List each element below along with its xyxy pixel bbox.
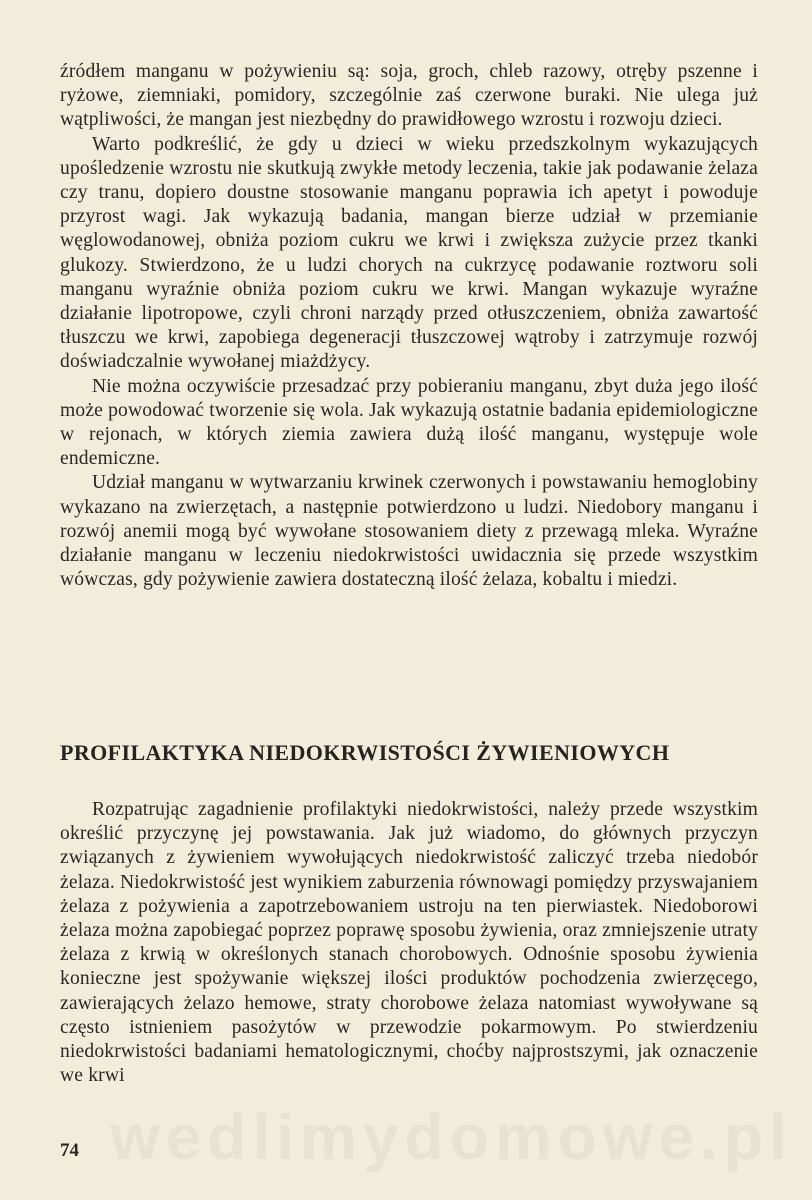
- paragraph-manganese-blood: Udział manganu w wytwarzaniu krwinek czerwonych i powstawaniu hemoglobiny wykazano na zwierzętach, a następnie potwierdzono u ludzi. Niedobory manganu i rozwój anemii mogą być wywołane stosowaniem diety z przewagą mleka. Wyraźne działanie manganu w leczeniu niedokrwistości uwidacznia się przede wszystkim wówczas, gdy pożywienie zawiera dostateczną ilość żelaza, kobaltu i miedzi.: [60, 472, 758, 591]
- section-heading: PROFILAKTYKA NIEDOKRWISTOŚCI ŻYWIENIOWYCH: [60, 740, 670, 765]
- page-body: [60, 60, 758, 1087]
- section-body: [60, 798, 758, 1088]
- paragraph-manganese-growth: Warto podkreślić, że gdy u dzieci w wieku przedszkolnym wykazujących upośledzenie wzrostu nie skutkują zwykłe metody leczenia, takie jak podawanie żelaza czy tranu, dopiero doustne stosowanie manganu poprawia ich apetyt i powoduje przyrost wagi. Jak wykazują badania, mangan bierze udział w przemianie węglowodanowej, obniża poziom cukru we krwi i zwiększa zużycie przez tkanki glukozy. Stwierdzono, że u ludzi chorych na cukrzycę podawanie roztworu soli manganu wyraźnie obniża poziom cukru we krwi. Mangan wykazuje wyraźne działanie lipotropowe, czyli chroni narządy przed otłuszczeniem, obniża zawartość tłuszczu we krwi, zapobiega degeneracji tłuszczowej wątroby i zatrzymuje rozwój doświadczalnie wywołanej miażdżycy.: [60, 133, 758, 373]
- paragraph-prophylaxis: Rozpatrując zagadnienie profilaktyki niedokrwistości, należy przede wszystkim określić przyczynę jej powstawania. Jak już wiadomo, do głównych przyczyn związanych z żywieniem wywołujących niedokrwistość zaliczyć trzeba niedobór żelaza. Niedokrwistość jest wynikiem zaburzenia równowagi pomiędzy przyswajaniem żelaza z pożywienia a zapotrzebowaniem ustroju na ten pierwiastek. Niedoborowi żelaza można zapobiegać poprzez poprawę sposobu żywienia, oraz zmniejszenie utraty żelaza z krwią w określonych stanach chorobowych. Odnośnie sposobu żywienia konieczne jest spożywanie większej ilości produktów pochodzenia zwierzęcego, zawierających żelazo hemowe, straty chorobowe żelaza natomiast wywoływane są często istnieniem pasożytów w przewodzie pokarmowym. Po stwierdzeniu niedokrwistości badaniami hematologicznymi, choćby najprostszymi, jak oznaczenie we krwi: [60, 799, 758, 1087]
- paragraph-manganese-excess: Nie można oczywiście przesadzać przy pobieraniu manganu, zbyt duża jego ilość może powodować tworzenie się wola. Jak wykazują ostatnie badania epidemiologiczne w rejonach, w których ziemia zawiera dużą ilość manganu, występuje wole endemiczne.: [60, 375, 758, 470]
- page-number: 74: [60, 1140, 79, 1161]
- watermark: wedlimydomowe.pl: [110, 1101, 793, 1173]
- paragraph-manganese-sources: źródłem manganu w pożywieniu są: soja, groch, chleb razowy, otręby pszenne i ryżowe, ziemniaki, pomidory, szczególnie zaś czerwone buraki. Nie ulega już wątpliwości, że mangan jest niezbędny do prawidłowego wzrostu i rozwoju dzieci.: [60, 61, 758, 131]
